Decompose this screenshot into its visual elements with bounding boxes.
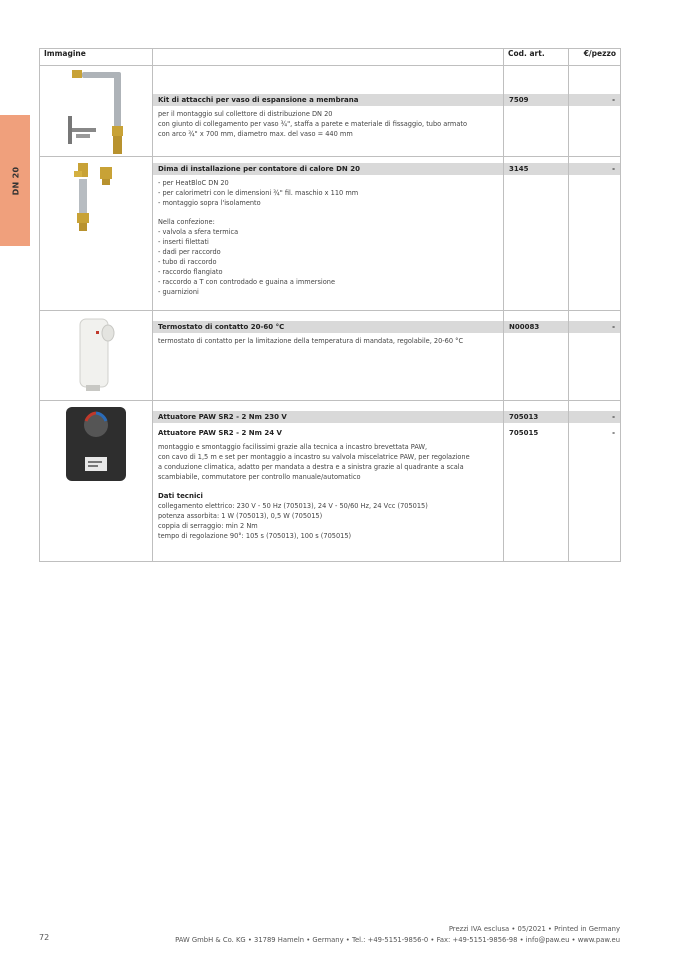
heat-meter-spacer-image <box>40 157 153 310</box>
header-code: Cod. art. <box>504 49 569 66</box>
desc-line: - per HeatBloC DN 20 <box>158 179 229 187</box>
desc-line: - inserti filettati <box>158 238 209 246</box>
desc-line: - montaggio sopra l'isolamento <box>158 199 261 207</box>
desc-line: - tubo di raccordo <box>158 258 217 266</box>
expansion-kit-image <box>40 66 153 156</box>
product-code-variant: 705015 <box>504 427 568 439</box>
desc-line: a conduzione climatica, adatto per mandata a destra e a sinistra grazie al quadrante a scala <box>158 463 464 471</box>
table-row <box>40 157 621 311</box>
desc-line: termostato di contatto per la limitazione della temperatura di mandata, regolabile, 20-60 °C <box>158 337 464 345</box>
product-name: Termostato di contatto 20-60 °C <box>153 321 503 333</box>
product-description <box>153 175 503 302</box>
desc-line: - valvola a sfera termica <box>158 228 239 236</box>
product-image-cell <box>40 157 153 311</box>
actuator-image <box>40 401 153 561</box>
product-name-variant: Attuatore PAW SR2 - 2 Nm 24 V <box>153 427 503 439</box>
desc-line: per il montaggio sul collettore di distribuzione DN 20 <box>158 110 333 118</box>
product-description <box>153 439 503 546</box>
tech-line: potenza assorbita: 1 W (705013), 0,5 W (705015) <box>158 512 323 520</box>
product-description-cell <box>153 311 504 401</box>
product-description-cell <box>153 157 504 311</box>
tech-line: collegamento elettrico: 230 V - 50 Hz (705013), 24 V - 50/60 Hz, 24 Vcc (705015) <box>158 502 428 510</box>
product-code-cell <box>504 66 569 157</box>
desc-line: - raccordo flangiato <box>158 268 223 276</box>
desc-line: - guarnizioni <box>158 288 199 296</box>
product-description-cell <box>153 401 504 562</box>
desc-gap <box>158 208 498 217</box>
product-description <box>153 106 503 144</box>
header-image: Immagine <box>40 49 153 66</box>
desc-line: - per calorimetri con le dimensioni ¾" fil. maschio x 110 mm <box>158 189 359 197</box>
product-price-cell <box>569 401 621 562</box>
product-price: - <box>569 411 620 423</box>
contact-thermostat-image <box>40 311 153 400</box>
product-image-cell <box>40 66 153 157</box>
section-tab <box>0 115 30 246</box>
header-price: €/pezzo <box>569 49 621 66</box>
desc-line: con cavo di 1,5 m e set per montaggio a incastro su valvola miscelatrice PAW, per regolazione <box>158 453 470 461</box>
table-row <box>40 66 621 157</box>
product-code-cell <box>504 311 569 401</box>
product-price-cell <box>569 311 621 401</box>
product-code: 705013 <box>504 411 568 423</box>
table-row <box>40 311 621 401</box>
desc-line: Nella confezione: <box>158 218 215 226</box>
product-price-cell <box>569 66 621 157</box>
footer-prices-note: Prezzi IVA esclusa • 05/2021 • Printed in Germany <box>448 925 620 933</box>
desc-line: - raccordo a T con controdado e guaina a immersione <box>158 278 336 286</box>
product-code-cell <box>504 157 569 311</box>
product-description-cell <box>153 66 504 157</box>
tech-line: coppia di serraggio: min 2 Nm <box>158 522 258 530</box>
table-row <box>40 401 621 562</box>
product-table <box>39 48 621 562</box>
desc-line: - dadi per raccordo <box>158 248 221 256</box>
desc-line: scambiabile, commutatore per controllo manuale/automatico <box>158 473 361 481</box>
product-price-variant: - <box>569 427 620 439</box>
product-code: 3145 <box>504 163 568 175</box>
product-price-cell <box>569 157 621 311</box>
footer-company: PAW GmbH & Co. KG • 31789 Hameln • Germany • Tel.: +49-5151-9856-0 • Fax: +49-5151-9856-98 • info@paw.eu • www.paw.eu <box>175 936 620 944</box>
product-code: 7509 <box>504 94 568 106</box>
product-code-cell <box>504 401 569 562</box>
section-tab-label: DN 20 <box>11 166 21 196</box>
desc-line: con arco ¾" x 700 mm, diametro max. del vaso = 440 mm <box>158 130 353 138</box>
product-name: Kit di attacchi per vaso di espansione a membrana <box>153 94 503 106</box>
table-header <box>40 49 621 66</box>
page-number: 72 <box>39 933 50 942</box>
product-image-cell <box>40 311 153 401</box>
desc-line: montaggio e smontaggio facilissimi grazie alla tecnica a incastro brevettata PAW, <box>158 443 428 451</box>
product-price: - <box>569 163 620 175</box>
desc-line: con giunto di collegamento per vaso ¾", staffa a parete e materiale di fissaggio, tubo armato <box>158 120 467 128</box>
product-price: - <box>569 321 620 333</box>
product-description <box>153 333 503 351</box>
product-name: Dima di installazione per contatore di calore DN 20 <box>153 163 503 175</box>
product-code: N00083 <box>504 321 568 333</box>
tech-data-title: Dati tecnici <box>158 492 203 500</box>
header-description <box>153 49 504 66</box>
product-image-cell <box>40 401 153 562</box>
product-price: - <box>569 94 620 106</box>
tech-line: tempo di regolazione 90°: 105 s (705013), 100 s (705015) <box>158 532 352 540</box>
product-name: Attuatore PAW SR2 - 2 Nm 230 V <box>153 411 503 423</box>
